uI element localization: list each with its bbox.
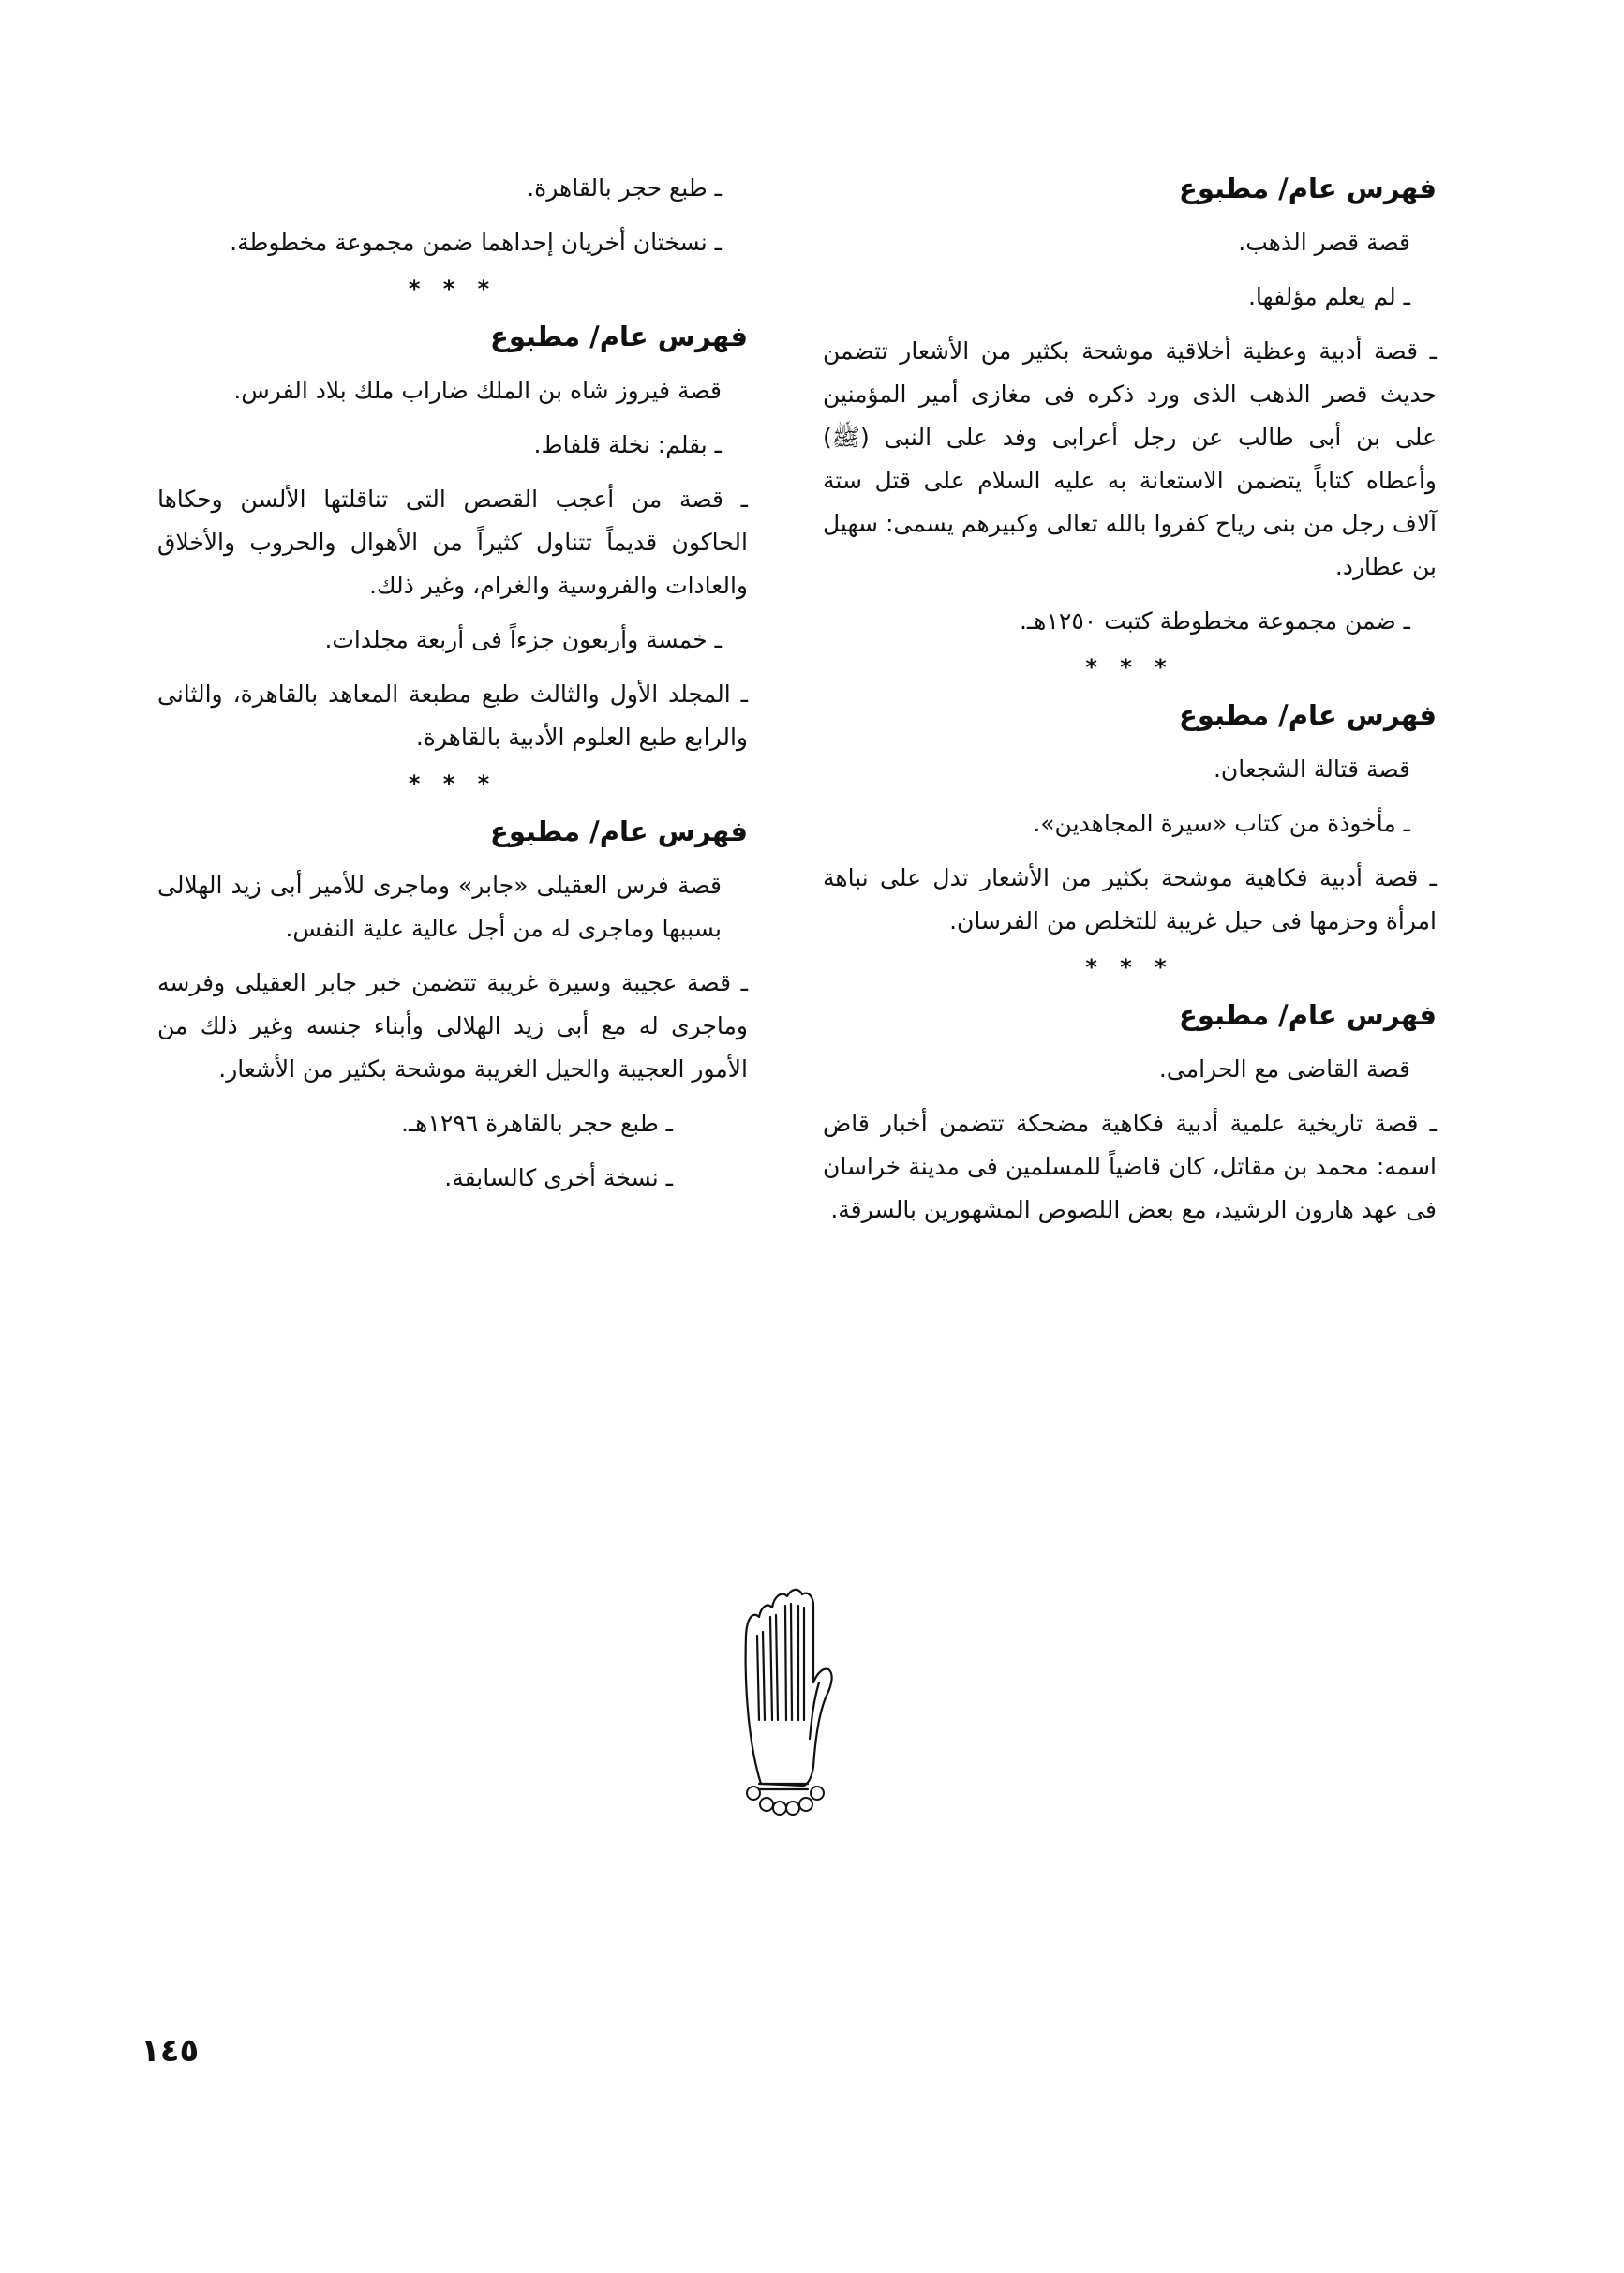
entry-heading: فهرس عام/ مطبوع: [1179, 699, 1437, 731]
entry-item: ـ نسخة أخرى كالسابقة.: [444, 1164, 673, 1191]
entry-heading: فهرس عام/ مطبوع: [490, 815, 748, 847]
entry-item: ـ قصة أدبية فكاهية موشحة بكثير من الأشعار تدل على نباهة امرأة وحزمها فى حيل غريبة للتخلص من الفرسان.: [823, 864, 1437, 935]
entry-title: قصة قصر الذهب.: [1238, 229, 1410, 256]
entry-heading: فهرس عام/ مطبوع: [1179, 999, 1437, 1031]
star-separator: * * *: [1085, 654, 1174, 680]
hand-ornament-icon: [733, 1579, 845, 1823]
entry-item: ـ ضمن مجموعة مخطوطة كتبت ١٢٥٠هـ.: [1020, 607, 1410, 635]
entry-item: ـ مأخوذة من كتاب «سيرة المجاهدين».: [1033, 810, 1410, 837]
entry-item: ـ المجلد الأول والثالث طبع مطبعة المعاهد بالقاهرة، والثانى والرابع طبع العلوم الأدبية بالقاهرة.: [157, 680, 748, 751]
star-separator: * * *: [1085, 954, 1174, 980]
catalog-entry: [157, 810, 748, 1200]
catalog-entry-continuation: [157, 167, 748, 264]
entry-item: ـ قصة عجيبة وسيرة غريبة تتضمن خبر جابر العقيلى وفرسه وماجرى له مع أبى زيد الهلالى وأبناء جنسه وغير ذلك من الأمور العجيبة والحيل الغريبة موشحة بكثير من الأشعار.: [157, 969, 748, 1083]
entry-item: ـ قصة تاريخية علمية أدبية فكاهية مضحكة تتضمن أخبار قاض اسمه: محمد بن مقاتل، كان قاضياً للمسلمين فى مدينة خراسان فى عهد هارون الرشيد، مع بعض اللصوص المشهورين بالسرقة.: [823, 1110, 1437, 1223]
catalog-entry: [823, 167, 1437, 643]
entry-item: ـ قصة من أعجب القصص التى تناقلتها الألسن وحكاها الحاكون قديماً تتناول كثيراً من الأهوال والحروب والأخلاق والعادات والفروسية والغرام، وغير ذلك.: [157, 486, 748, 599]
entry-title: قصة القاضى مع الحرامى.: [1158, 1055, 1410, 1083]
star-separator: * * *: [408, 276, 498, 302]
entry-title: قصة فرس العقيلى «جابر» وماجرى للأمير أبى زيد الهلالى بسببها وماجرى له من أجل عالية علية النفس.: [157, 872, 722, 942]
entry-item: ـ خمسة وأربعون جزءاً فى أربعة مجلدات.: [324, 626, 722, 653]
star-separator: * * *: [408, 770, 498, 797]
entry-item: ـ بقلم: نخلة قلفاط.: [533, 431, 722, 458]
entry-item: ـ طبع حجر بالقاهرة.: [527, 174, 722, 202]
catalog-entry: [157, 315, 748, 759]
entry-item: ـ طبع حجر بالقاهرة ١٢٩٦هـ.: [401, 1110, 673, 1137]
entry-item: ـ نسختان أخريان إحداهما ضمن مجموعة مخطوطة.: [230, 229, 722, 256]
entry-title: قصة فيروز شاه بن الملك ضاراب ملك بلاد الفرس.: [233, 377, 722, 404]
page-number: ١٤٥: [141, 2032, 200, 2070]
entry-heading: فهرس عام/ مطبوع: [490, 321, 748, 352]
right-column: [823, 167, 1437, 1243]
catalog-entry: [823, 694, 1437, 943]
entry-item: ـ لم يعلم مؤلفها.: [1247, 283, 1410, 310]
catalog-entry: [823, 994, 1437, 1232]
left-column: [157, 167, 748, 1211]
entry-heading: فهرس عام/ مطبوع: [1179, 172, 1437, 204]
entry-title: قصة قتالة الشجعان.: [1213, 755, 1410, 783]
entry-item: ـ قصة أدبية وعظية أخلاقية موشحة بكثير من الأشعار تتضمن حديث قصر الذهب الذى ورد ذكره فى مغازى أمير المؤمنين على بن أبى طالب عن رجل أعرابى وفد على النبى (ﷺ) وأعطاه كتاباً يتضمن الاستعانة به عليه السلام على قتل ستة آلاف رجل من بنى رياح كفروا بالله تعالى وكبيرهم يسمى: سهيل بن عطارد.: [823, 337, 1437, 580]
